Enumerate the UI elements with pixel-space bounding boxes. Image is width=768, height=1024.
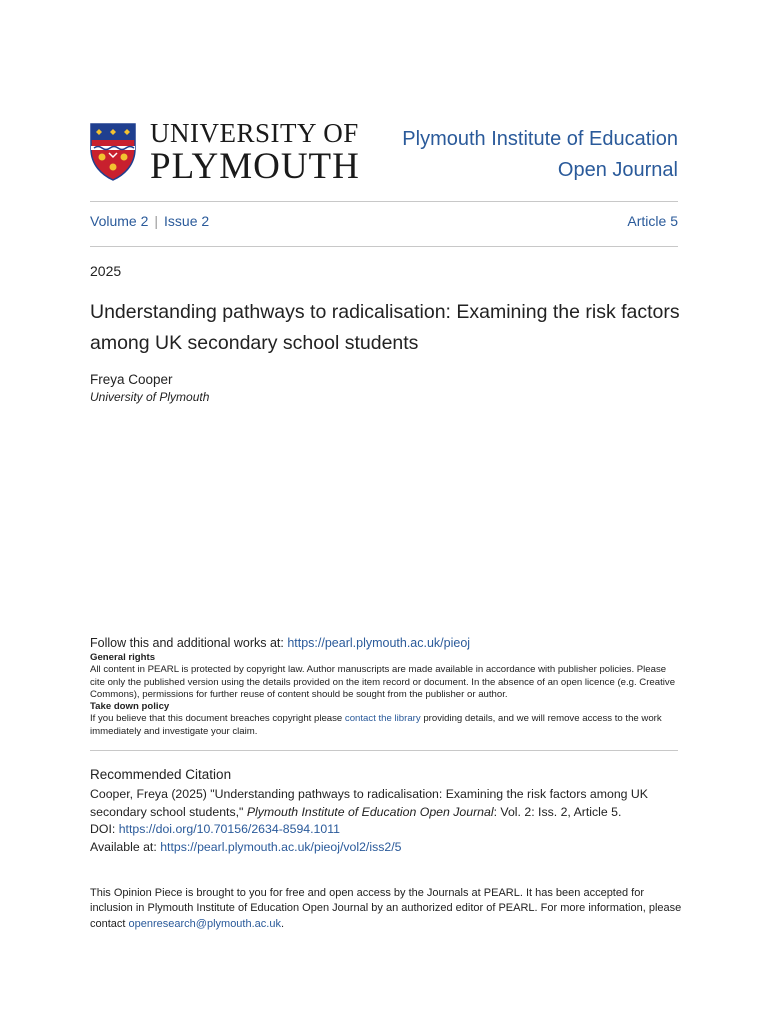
notice-text-pre: This Opinion Piece is brought to you for free and open access by the Journals at PEARL. It has been accepted for inclusion in Plymouth Institute of Education Open Journal by an authorized editor of PEARL. For more information, please contact — [90, 887, 682, 930]
article-title: Understanding pathways to radicalisation: Examining the risk factors among UK secondary school students — [90, 301, 680, 354]
journal-title[interactable] — [402, 124, 678, 186]
follow-link[interactable]: https://pearl.plymouth.ac.uk/pieoj — [287, 636, 471, 650]
open-access-notice — [90, 886, 682, 932]
available-link[interactable]: https://pearl.plymouth.ac.uk/pieoj/vol2/iss2/5 — [160, 839, 402, 854]
logo-line-1: UNIVERSITY OF — [150, 117, 359, 148]
takedown-heading: Take down policy — [90, 701, 170, 713]
issue-separator: | — [154, 213, 159, 229]
rights-divider — [90, 750, 678, 751]
journal-title-line-2[interactable]: Open Journal — [557, 159, 678, 181]
university-crest-icon — [90, 123, 136, 181]
citation-text-post: : Vol. 2: Iss. 2, Article 5. — [493, 804, 622, 819]
general-rights-text: All content in PEARL is protected by copyright law. Author manuscripts are made available in accordance with publisher policies. Please cite only the published version using the details provided on the item record or document. In the absence of an open licence (e.g. Creative Commons), permissions for further reuse of content should be sought from the publisher or author. — [90, 664, 676, 700]
author-affiliation: University of Plymouth — [90, 390, 210, 404]
citation-journal: Plymouth Institute of Education Open Journal — [246, 804, 494, 819]
logo-line-2: PLYMOUTH — [150, 145, 360, 187]
issue-link[interactable]: Issue 2 — [164, 213, 210, 229]
contact-email-link[interactable]: openresearch@plymouth.ac.uk — [128, 917, 281, 930]
follow-line — [90, 636, 470, 650]
author-name: Freya Cooper — [90, 372, 173, 387]
doi-label: DOI: — [90, 822, 119, 836]
article-link[interactable]: Article 5 — [627, 213, 678, 229]
notice-text-post: . — [280, 917, 285, 930]
citation-text-pre: Cooper, Freya (2025) "Understanding pathways to radicalisation: Examining the risk factors among UK secondary school students," — [90, 787, 649, 819]
contact-library-link[interactable]: contact the library — [344, 713, 421, 725]
general-rights-heading: General rights — [90, 652, 156, 663]
citation-block — [90, 786, 682, 856]
volume-link[interactable]: Volume 2 — [90, 213, 149, 229]
issue-bar — [90, 213, 678, 233]
issue-divider — [90, 246, 678, 247]
follow-text: Follow this and additional works at: — [90, 636, 288, 650]
university-logo — [90, 117, 365, 187]
journal-title-line-1[interactable]: Plymouth Institute of Education — [402, 128, 678, 150]
takedown-text-pre: If you believe that this document breaches copyright please — [90, 713, 345, 725]
doi-link[interactable]: https://doi.org/10.70156/2634-8594.1011 — [118, 822, 340, 836]
header-divider — [90, 201, 678, 202]
recommended-citation-heading: Recommended Citation — [90, 767, 232, 782]
available-label: Available at: — [90, 839, 161, 854]
rights-section — [90, 652, 682, 738]
takedown-text-post: providing details, and we will remove access to the work immediately and investigate your claim. — [90, 713, 662, 737]
publication-year: 2025 — [90, 263, 122, 279]
